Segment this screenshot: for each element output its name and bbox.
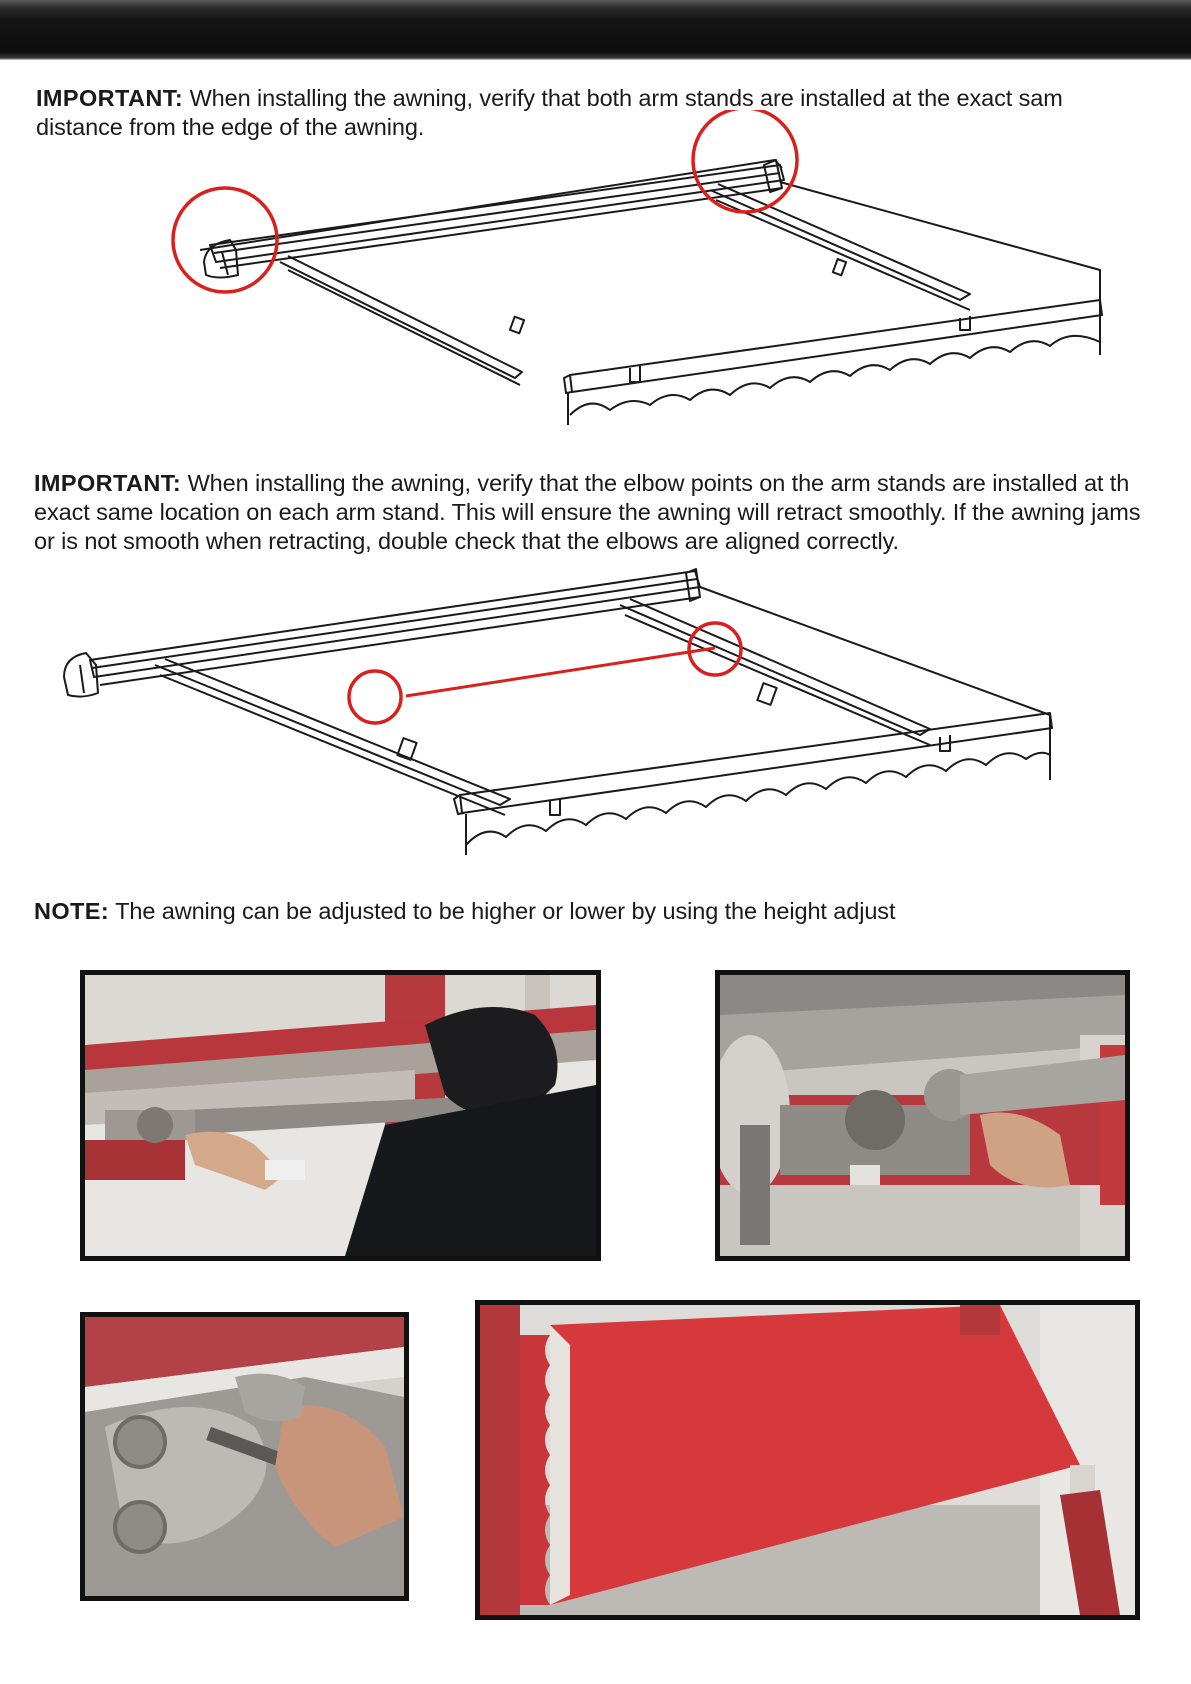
photo-extended-awning <box>475 1300 1140 1620</box>
photo-bolt-adjustment <box>80 1312 409 1601</box>
note-text: exact same location on each arm stand. This will ensure the awning will retract smoothly. If the awning jams <box>34 499 1141 525</box>
note-line <box>36 84 1161 113</box>
photo-bracket-closeup-image <box>720 975 1125 1256</box>
photo-extended-awning-image <box>480 1305 1135 1615</box>
note-text: or is not smooth when retracting, double check that the elbows are aligned correctly. <box>34 528 899 554</box>
note-label: NOTE: <box>34 898 110 924</box>
note-line <box>34 527 1166 556</box>
note-text: distance from the edge of the awning. <box>36 114 425 140</box>
important-note-elbow-points <box>34 469 1166 556</box>
header-bar <box>0 0 1191 60</box>
awning-diagram-arm-stands <box>170 110 1120 435</box>
note-text: When installing the awning, verify that both arm stands are installed at the exact sam <box>183 85 1063 111</box>
note-line <box>34 897 1134 926</box>
photo-adjusting-arm-image <box>85 975 596 1256</box>
note-line <box>34 498 1166 527</box>
note-height-adjust <box>34 897 1134 926</box>
note-line <box>34 469 1166 498</box>
note-label: IMPORTANT: <box>36 85 184 111</box>
note-text: When installing the awning, verify that the elbow points on the arm stands are installed at th <box>181 470 1130 496</box>
note-text: The awning can be adjusted to be higher or lower by using the height adjust <box>109 898 896 924</box>
note-label: IMPORTANT: <box>34 470 182 496</box>
awning-diagram-elbow-alignment <box>60 565 1070 875</box>
photo-bolt-adjustment-image <box>85 1317 404 1596</box>
photo-adjusting-arm <box>80 970 601 1261</box>
photo-bracket-closeup <box>715 970 1130 1261</box>
